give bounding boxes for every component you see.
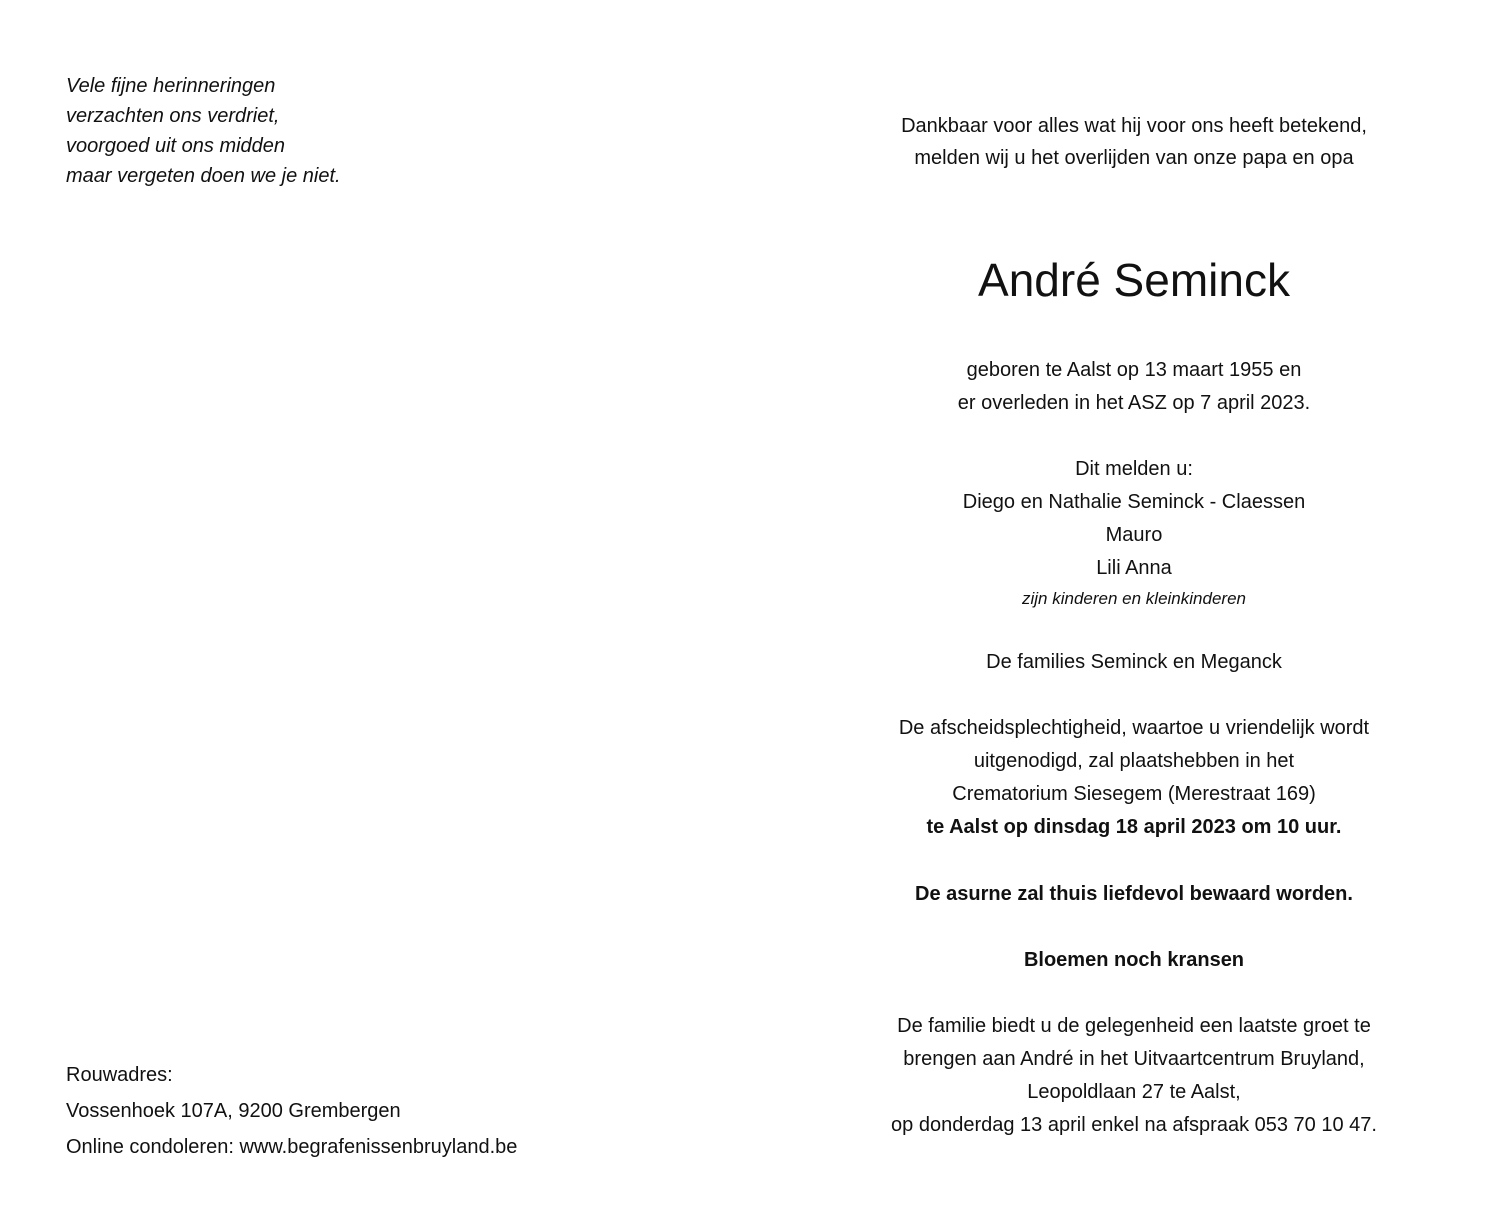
- viewing-line: op donderdag 13 april enkel na afspraak 053 70 10 47.: [891, 1114, 1377, 1136]
- dates-line: geboren te Aalst op 13 maart 1955 en: [966, 359, 1302, 381]
- mourners-heading: Dit melden u:: [1075, 458, 1193, 480]
- mourners-relation: zijn kinderen en kleinkinderen: [1022, 589, 1246, 608]
- memorial-poem: [66, 71, 566, 191]
- deceased-name: André Seminck: [978, 254, 1290, 306]
- viewing-line: Leopoldlaan 27 te Aalst,: [1027, 1081, 1241, 1103]
- poem-line: maar vergeten doen we je niet.: [66, 165, 341, 187]
- online-condolence: Online condoleren: www.begrafenissenbruyland.be: [66, 1136, 518, 1158]
- ceremony-details: [860, 712, 1408, 844]
- ceremony-line: Crematorium Siesegem (Merestraat 169): [952, 783, 1316, 805]
- dates-line: er overleden in het ASZ op 7 april 2023.: [957, 392, 1311, 414]
- announcement-intro: [860, 110, 1408, 174]
- mourning-address: [66, 1057, 706, 1165]
- intro-line: melden wij u het overlijden van onze papa en opa: [914, 147, 1354, 169]
- flowers-note: Bloemen noch kransen: [1023, 949, 1245, 971]
- viewing-line: brengen aan André in het Uitvaartcentrum Bruyland,: [903, 1048, 1365, 1070]
- poem-line: voorgoed uit ons midden: [66, 135, 286, 157]
- address-label: Rouwadres:: [66, 1064, 173, 1086]
- poem-line: verzachten ons verdriet,: [66, 105, 280, 127]
- mourners-list: [860, 453, 1408, 613]
- ceremony-line: De afscheidsplechtigheid, waartoe u vriendelijk wordt: [898, 717, 1370, 739]
- intro-line: Dankbaar voor alles wat hij voor ons heeft betekend,: [901, 115, 1367, 137]
- mourner-name: Lili Anna: [1096, 557, 1172, 579]
- birth-death-dates: [860, 354, 1408, 420]
- address-street: Vossenhoek 107A, 9200 Grembergen: [66, 1100, 401, 1122]
- mourner-name: Mauro: [1105, 524, 1163, 546]
- urn-note: De asurne zal thuis liefdevol bewaard worden.: [915, 883, 1353, 905]
- mourner-name: Diego en Nathalie Seminck - Claessen: [962, 491, 1306, 513]
- ceremony-when: te Aalst op dinsdag 18 april 2023 om 10 uur.: [926, 816, 1342, 838]
- viewing-line: De familie biedt u de gelegenheid een laatste groet te: [897, 1015, 1371, 1037]
- viewing-details: [860, 1010, 1408, 1142]
- poem-line: Vele fijne herinneringen: [66, 75, 276, 97]
- families-line: De families Seminck en Meganck: [986, 651, 1282, 673]
- ceremony-line: uitgenodigd, zal plaatshebben in het: [973, 750, 1295, 772]
